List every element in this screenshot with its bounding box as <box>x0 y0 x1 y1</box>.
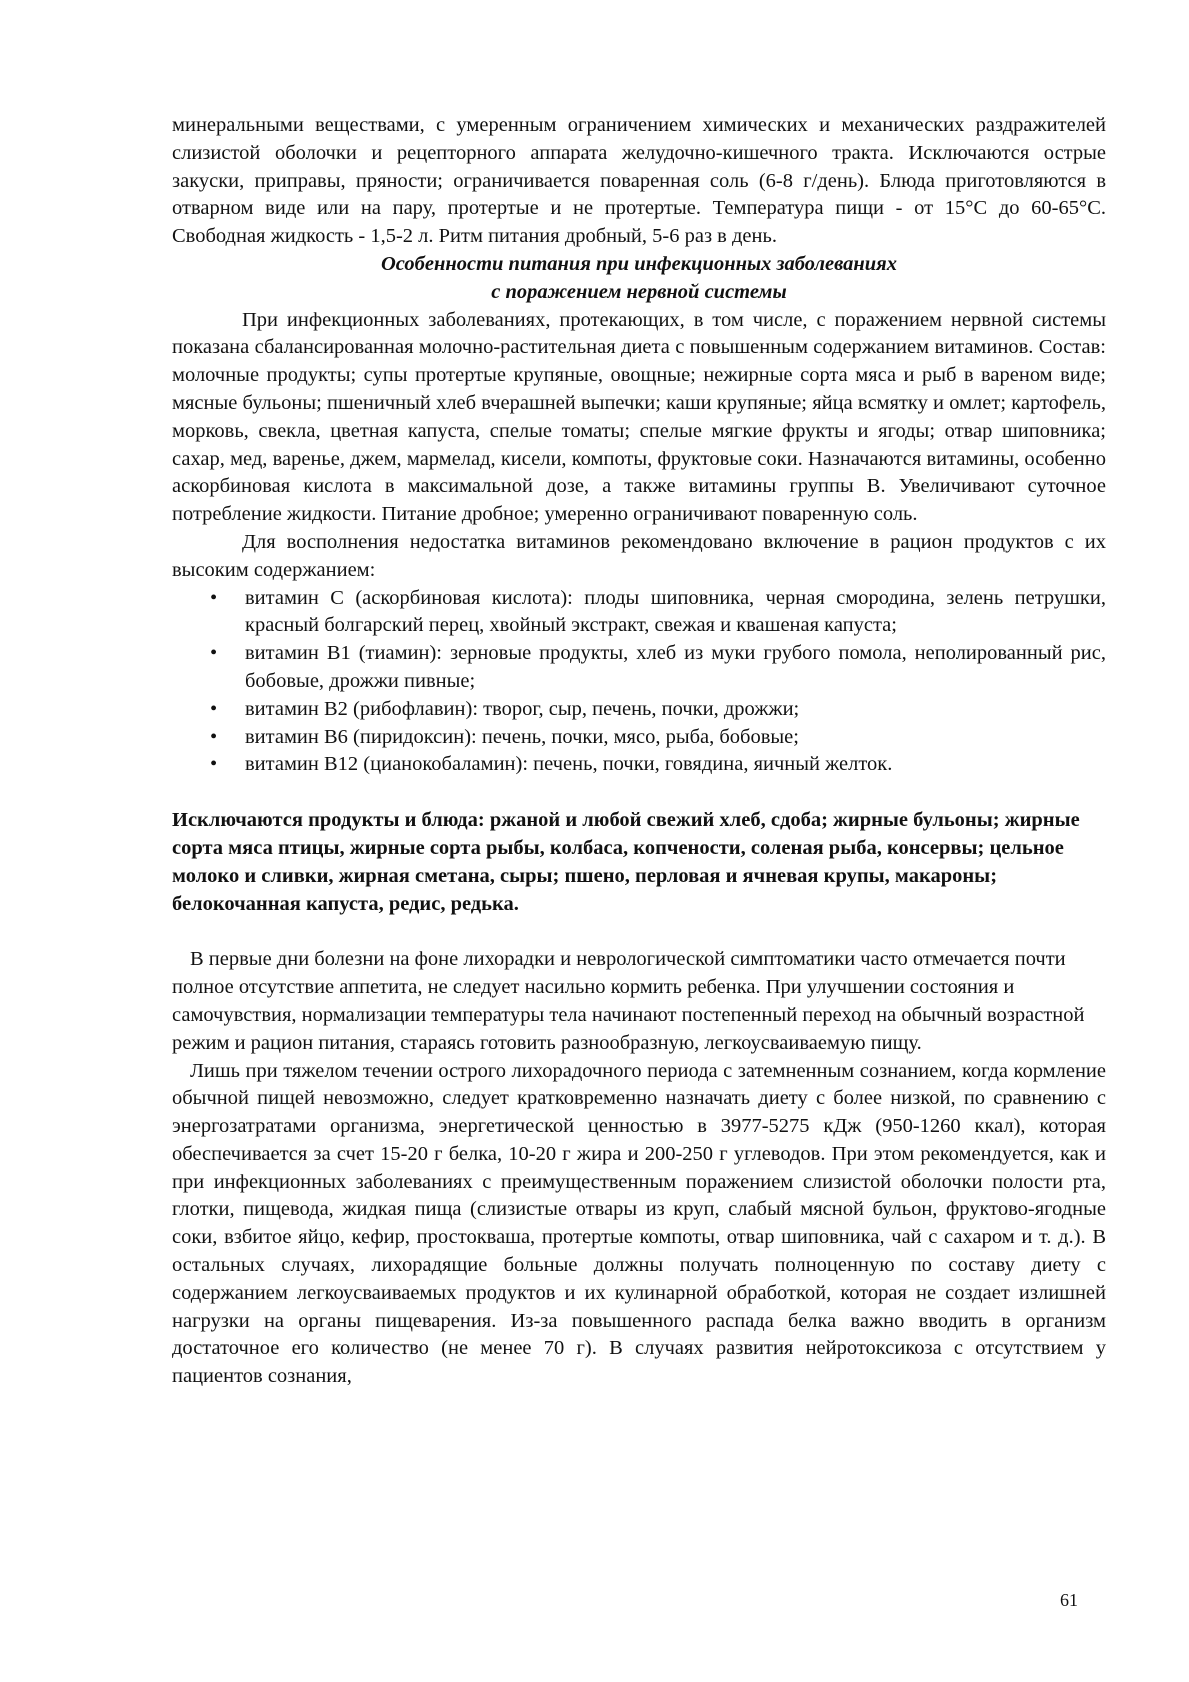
list-item-text: витамин В6 (пиридоксин): печень, почки, мясо, рыба, бобовые; <box>245 725 799 748</box>
section-heading <box>172 251 1106 307</box>
list-item-text: витамин В1 (тиамин): зерновые продукты, хлеб из муки грубого помола, неполированный рис, бобовые, дрожжи пивные; <box>245 642 1106 692</box>
spacer <box>172 918 1106 946</box>
page-number: 61 <box>1060 1590 1078 1610</box>
bullet-icon: • <box>210 697 218 720</box>
bullet-icon: • <box>210 753 218 776</box>
section-heading-line-2: с поражением нервной системы <box>491 280 787 303</box>
paragraph-intro: минеральными веществами, с умеренным ограничением химических и механических раздражителей слизистой оболочки и рецепторного аппарата желудочно-кишечного тракта. Исключаются острые закуски, приправы, пряности; ограничивается поваренная соль (6-8 г/день). Блюда приготовляются в отварном виде или на пару, протертые и не протертые. Температура пищи - от 15°С до 60-65°С. Свободная жидкость - 1,5-2 л. Ритм питания дробный, 5-6 раз в день. <box>172 114 1106 248</box>
section-heading-line-1: Особенности питания при инфекционных заболеваниях <box>381 252 897 275</box>
document-page <box>172 112 1106 1391</box>
list-item-text: витамин С (аскорбиновая кислота): плоды шиповника, черная смородина, зелень петрушки, красный болгарский перец, хвойный экстракт, свежая и квашеная капуста; <box>245 586 1106 637</box>
list-item <box>172 696 1106 724</box>
bullet-icon: • <box>210 642 218 665</box>
bullet-icon: • <box>210 586 218 609</box>
list-item <box>172 751 1106 779</box>
list-item <box>172 640 1106 696</box>
paragraph-diet: При инфекционных заболеваниях, протекающих, в том числе, с поражением нервной системы показана сбалансированная молочно-растительная диета с повышенным содержанием витаминов. Состав: молочные продукты; супы протертые крупяные, овощные; нежирные сорта мяса и рыб в вареном виде; мясные бульоны; пшеничный хлеб вчерашней выпечки; каши крупяные; яйца всмятку и омлет; картофель, морковь, свекла, цветная капуста, спелые томаты; спелые мягкие фрукты и ягоды; отвар шиповника; сахар, мед, варенье, джем, мармелад, кисели, компоты, фруктовые соки. Назначаются витамины, особенно аскорбиновая кислота в максимальной дозе, а также витамины группы В. Увеличивают суточное потребление жидкости. Питание дробное; умеренно ограничивают поваренную соль. <box>172 308 1106 526</box>
excluded-products: Исключаются продукты и блюда: ржаной и любой свежий хлеб, сдоба; жирные бульоны; жирные сорта мяса птицы, жирные сорта рыбы, колбаса, копчености, соленая рыба, консервы; цельное молоко и сливки, жирная сметана, сыры; пшено, перловая и ячневая крупы, макароны; белокочанная капуста, редис, редька. <box>172 809 1080 915</box>
bullet-icon: • <box>210 725 218 748</box>
paragraph-vitamins-intro: Для восполнения недостатка витаминов рекомендовано включение в рацион продуктов с их высоким содержанием: <box>172 530 1106 581</box>
list-item-text: витамин В12 (цианокобаламин): печень, почки, говядина, яичный желток. <box>245 753 893 776</box>
vitamin-list <box>172 585 1106 780</box>
list-item <box>172 585 1106 641</box>
list-item-text: витамин В2 (рибофлавин): творог, сыр, печень, почки, дрожжи; <box>245 697 800 720</box>
list-item <box>172 724 1106 752</box>
paragraph-first-days: В первые дни болезни на фоне лихорадки и неврологической симптоматики часто отмечается почти полное отсутствие аппетита, не следует насильно кормить ребенка. При улучшении состояния и самочувствия, нормализации температуры тела начинают постепенный переход на обычный возрастной режим и рацион питания, стараясь готовить разнообразную, легкоусваиваемую пищу. <box>172 948 1085 1054</box>
paragraph-severe: Лишь при тяжелом течении острого лихорадочного периода с затемненным сознанием, когда кормление обычной пищей невозможно, следует кратковременно назначать диету с более низкой, по сравнению с энергозатратами организма, энергетической ценностью в 3977-5275 кДж (950-1260 ккал), которая обеспечивается за счет 15-20 г белка, 10-20 г жира и 200-250 г углеводов. При этом рекомендуется, как и при инфекционных заболеваниях с преимущественным поражением слизистой оболочки полости рта, глотки, пищевода, жидкая пища (слизистые отвары из круп, слабый мясной бульон, фруктово-ягодные соки, взбитое яйцо, кефир, простокваша, протертые компоты, отвар шиповника, чай с сахаром и т. д.). В остальных случаях, лихорадящие больные должны получать полноценную по составу диету с содержанием легкоусваиваемых продуктов и их кулинарной обработкой, которая не создает излишней нагрузки на органы пищеварения. Из-за повышенного распада белка важно вводить в организм достаточное его количество (не менее 70 г). В случаях развития нейротоксикоза с отсутствием у пациентов сознания, <box>172 1059 1106 1388</box>
